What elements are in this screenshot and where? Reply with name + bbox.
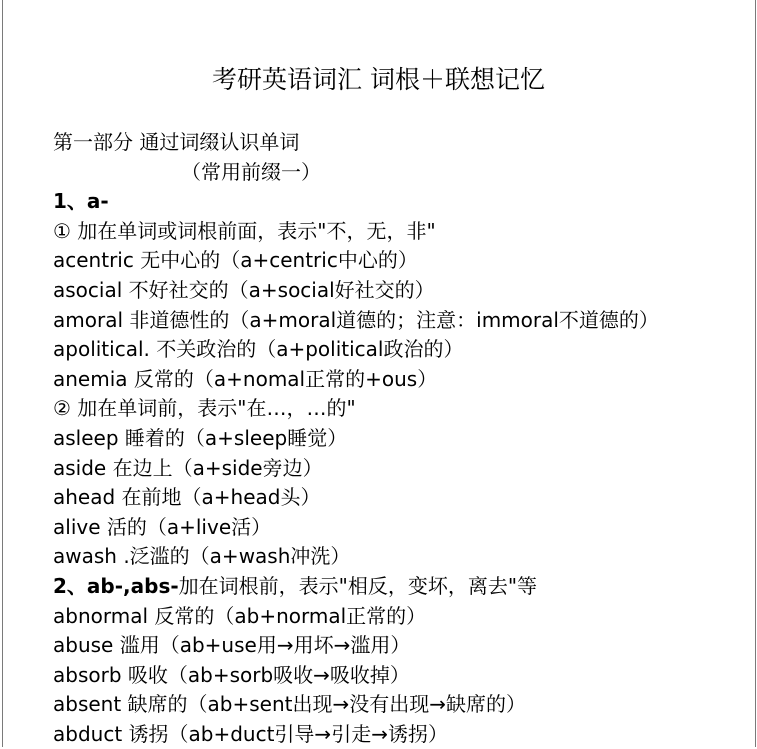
text-line (53, 217, 753, 247)
text-line (53, 187, 753, 217)
text-line (53, 306, 753, 336)
text-line (53, 661, 753, 691)
line-text: anemia 反常的（a+nomal正常的+ous） (53, 366, 438, 391)
line-text: 加在词根前，表示"相反，变坏，离去"等 (178, 573, 538, 598)
text-line (53, 394, 753, 424)
text-line (53, 454, 753, 484)
text-line (53, 720, 753, 749)
line-text: amoral 非道德性的（a+moral道德的；注意：immoral不道德的） (53, 307, 659, 332)
line-text: ② 加在单词前，表示"在…，…的" (53, 396, 356, 421)
vocabulary-list (53, 187, 753, 749)
line-text: ① 加在单词或词根前面，表示"不，无，非" (53, 218, 436, 243)
section-heading: 第一部分 通过词缀认识单词 (53, 130, 300, 154)
line-text: asocial 不好社交的（a+social好社交的） (53, 277, 435, 302)
text-line (53, 602, 753, 632)
line-text: aside 在边上（a+side旁边） (53, 455, 323, 480)
text-line (53, 276, 753, 306)
line-text: abduct 诱拐（ab+duct引导→引走→诱拐） (53, 721, 448, 746)
text-line (53, 365, 753, 395)
text-line (53, 631, 753, 661)
line-text: apolitical. 不关政治的（a+political政治的） (53, 337, 464, 362)
line-text: abuse 滥用（ab+use用→用坏→滥用） (53, 633, 411, 658)
line-bold-text: 1、a- (53, 189, 109, 214)
text-line (53, 246, 753, 276)
line-text: alive 活的（a+live活） (53, 514, 272, 539)
text-line (53, 572, 753, 602)
line-text: awash .泛滥的（a+wash冲洗） (53, 544, 351, 569)
text-line (53, 335, 753, 365)
line-text: acentric 无中心的（a+centric中心的） (53, 248, 418, 273)
line-text: absorb 吸收（ab+sorb吸收→吸收掉） (53, 662, 410, 687)
text-line (53, 542, 753, 572)
text-line (53, 513, 753, 543)
document-title: 考研英语词汇 词根＋联想记忆 (212, 65, 545, 94)
section-subheading: （常用前缀一） (181, 159, 321, 184)
document-body (53, 128, 753, 749)
line-text: absent 缺席的（ab+sent出现→没有出现→缺席的） (53, 692, 527, 717)
line-text: abnormal 反常的（ab+normal正常的） (53, 603, 427, 628)
line-text: asleep 睡着的（a+sleep睡觉） (53, 425, 348, 450)
text-line (53, 483, 753, 513)
text-line (53, 424, 753, 454)
line-text: ahead 在前地（a+head头） (53, 485, 321, 510)
text-line (53, 690, 753, 720)
line-bold-text: 2、ab-,abs- (53, 573, 179, 598)
